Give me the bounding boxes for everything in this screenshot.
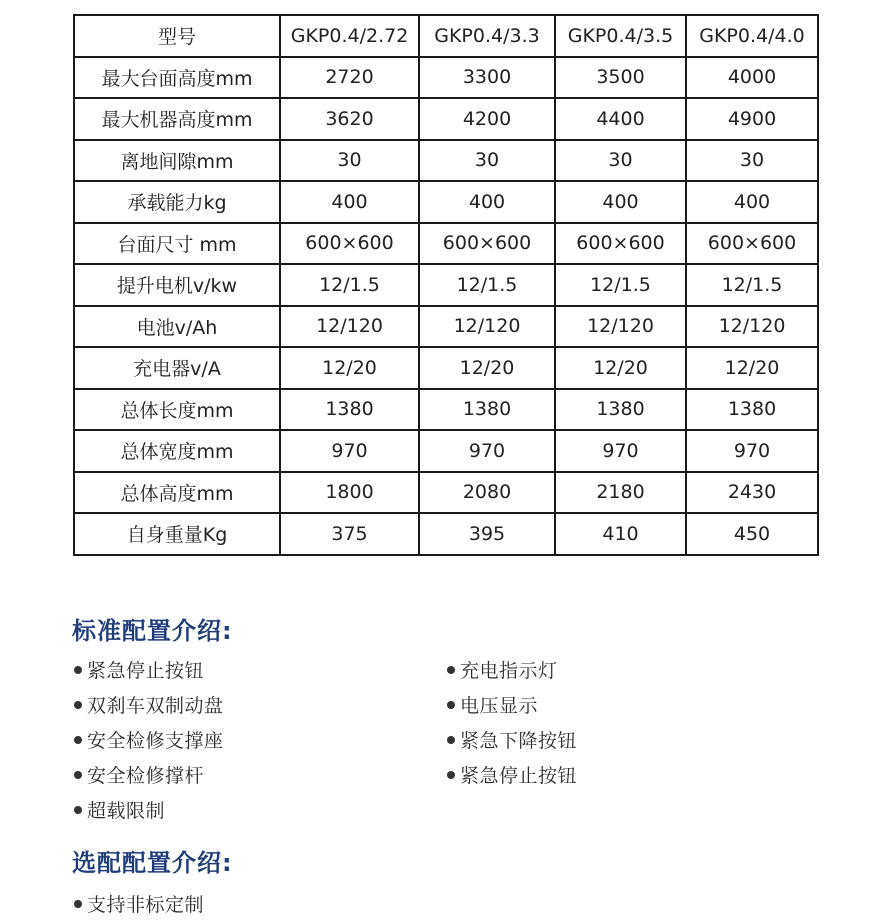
table-cell: 2180	[555, 472, 686, 514]
table-cell: 12/1.5	[555, 264, 686, 306]
list-item	[74, 890, 204, 917]
table-cell: 1380	[419, 389, 555, 431]
row-label-cell: 最大机器高度mm	[74, 98, 280, 140]
bullet-dot-icon	[447, 666, 455, 674]
table-cell: 30	[686, 140, 818, 182]
table-cell: 970	[686, 430, 818, 472]
row-label-cell: 充电器v/A	[74, 347, 280, 389]
table-cell: 2080	[419, 472, 555, 514]
table-cell: 4000	[686, 57, 818, 99]
table-cell: 970	[419, 430, 555, 472]
table-cell: 600×600	[686, 223, 818, 265]
bullet-dot-icon	[74, 701, 82, 709]
table-cell: 395	[419, 513, 555, 555]
row-label-cell: 最大台面高度mm	[74, 57, 280, 99]
header-cell-model-3: GKP0.4/3.5	[555, 15, 686, 57]
list-item-label: 紧急停止按钮	[460, 765, 578, 787]
table-cell: 400	[419, 181, 555, 223]
spec-table	[73, 14, 819, 556]
table-cell: 30	[419, 140, 555, 182]
list-item	[447, 691, 538, 718]
list-item-label: 支持非标定制	[87, 894, 205, 916]
row-label-cell: 总体宽度mm	[74, 430, 280, 472]
table-cell: 12/120	[555, 306, 686, 348]
table-cell: 970	[280, 430, 419, 472]
list-item-label: 电压显示	[460, 695, 539, 717]
bullet-dot-icon	[74, 806, 82, 814]
row-label-cell: 提升电机v/kw	[74, 264, 280, 306]
list-item	[447, 656, 558, 683]
table-cell: 4900	[686, 98, 818, 140]
header-cell-model-1: GKP0.4/2.72	[280, 15, 419, 57]
table-cell: 400	[280, 181, 419, 223]
bullet-dot-icon	[447, 771, 455, 779]
list-item-label: 紧急停止按钮	[87, 660, 205, 682]
table-cell: 375	[280, 513, 419, 555]
list-item-label: 双刹车双制动盘	[87, 695, 224, 717]
row-label-cell: 离地间隙mm	[74, 140, 280, 182]
table-cell: 12/120	[419, 306, 555, 348]
list-item-label: 安全检修支撑座	[87, 730, 224, 752]
row-label-cell: 总体长度mm	[74, 389, 280, 431]
bullet-dot-icon	[74, 666, 82, 674]
list-item	[74, 761, 204, 788]
table-cell: 1380	[686, 389, 818, 431]
table-row	[74, 140, 818, 182]
bullet-dot-icon	[447, 701, 455, 709]
table-row	[74, 306, 818, 348]
table-cell: 970	[555, 430, 686, 472]
table-cell: 1800	[280, 472, 419, 514]
header-cell-model-2: GKP0.4/3.3	[419, 15, 555, 57]
table-cell: 2430	[686, 472, 818, 514]
table-cell: 12/1.5	[419, 264, 555, 306]
bullet-dot-icon	[74, 900, 82, 908]
table-row	[74, 57, 818, 99]
list-item	[447, 761, 577, 788]
table-row	[74, 264, 818, 306]
bullet-dot-icon	[447, 736, 455, 744]
bullet-dot-icon	[74, 736, 82, 744]
table-cell: 400	[555, 181, 686, 223]
table-cell: 3300	[419, 57, 555, 99]
table-cell: 12/1.5	[686, 264, 818, 306]
table-row	[74, 430, 818, 472]
spec-table-body	[74, 15, 818, 555]
table-cell: 1380	[280, 389, 419, 431]
list-item	[74, 726, 224, 753]
table-cell: 3620	[280, 98, 419, 140]
standard-config-title: 标准配置介绍:	[72, 617, 233, 645]
table-cell: 12/20	[555, 347, 686, 389]
table-cell: 12/120	[280, 306, 419, 348]
table-cell: 600×600	[419, 223, 555, 265]
table-cell: 12/1.5	[280, 264, 419, 306]
list-item	[447, 726, 577, 753]
table-cell: 3500	[555, 57, 686, 99]
optional-config-title: 选配配置介绍:	[72, 849, 233, 877]
header-cell-model: 型号	[74, 15, 280, 57]
table-cell: 1380	[555, 389, 686, 431]
table-header-row	[74, 15, 818, 57]
list-item	[74, 796, 165, 823]
table-cell: 600×600	[280, 223, 419, 265]
row-label-cell: 电池v/Ah	[74, 306, 280, 348]
row-label-cell: 自身重量Kg	[74, 513, 280, 555]
table-cell: 400	[686, 181, 818, 223]
list-item	[74, 691, 224, 718]
table-cell: 4400	[555, 98, 686, 140]
list-item-label: 超载限制	[87, 800, 166, 822]
list-item-label: 紧急下降按钮	[460, 730, 578, 752]
table-cell: 12/120	[686, 306, 818, 348]
list-item-label: 安全检修撑杆	[87, 765, 205, 787]
table-cell: 450	[686, 513, 818, 555]
header-cell-model-4: GKP0.4/4.0	[686, 15, 818, 57]
row-label-cell: 台面尺寸 mm	[74, 223, 280, 265]
table-cell: 12/20	[280, 347, 419, 389]
bullet-dot-icon	[74, 771, 82, 779]
list-item-label: 充电指示灯	[460, 660, 558, 682]
table-cell: 12/20	[686, 347, 818, 389]
table-row	[74, 347, 818, 389]
row-label-cell: 总体高度mm	[74, 472, 280, 514]
table-cell: 30	[555, 140, 686, 182]
table-row	[74, 472, 818, 514]
list-item	[74, 656, 204, 683]
table-cell: 12/20	[419, 347, 555, 389]
row-label-cell: 承载能力kg	[74, 181, 280, 223]
table-cell: 4200	[419, 98, 555, 140]
table-row	[74, 181, 818, 223]
table-cell: 600×600	[555, 223, 686, 265]
table-cell: 30	[280, 140, 419, 182]
table-row	[74, 389, 818, 431]
table-row	[74, 223, 818, 265]
table-cell: 410	[555, 513, 686, 555]
table-row	[74, 98, 818, 140]
table-cell: 2720	[280, 57, 419, 99]
table-row	[74, 513, 818, 555]
